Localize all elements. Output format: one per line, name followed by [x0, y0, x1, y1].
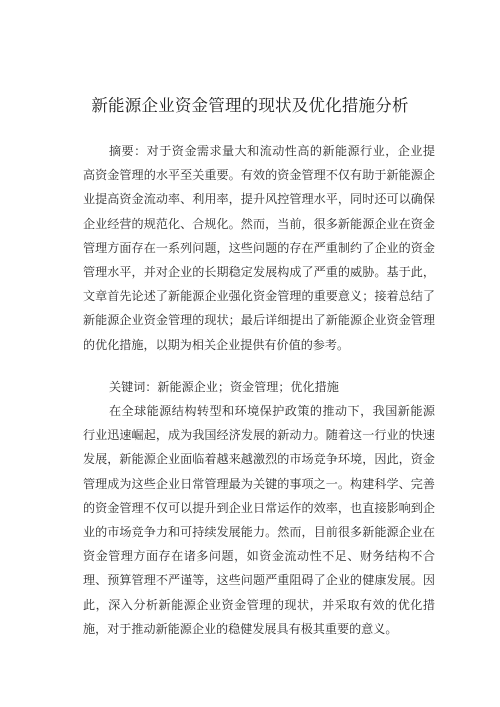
keywords-line — [109, 375, 439, 399]
intro-paragraph: 在全球能源结构转型和环境保护政策的推动下，我国新能源行业迅速崛起，成为我国经济发展的新动力。随着这一行业的快速发展，新能源企业面临着越来越激烈的市场竞争环境，因此，资金管理成为这些企业日常管理最为关键的事项之一。构建科学、完善的资金管理不仅可以提升到企业日常运作的效率，也直接影响到企业的市场竞争力和可持续发展能力。然而，目前很多新能源企业在资金管理方面存在诸多问题，如资金流动性不足、财务结构不合理、预算管理不严谨等，这些问题严重阻碍了企业的健康发展。因此，深入分析新能源企业资金管理的现状，并采取有效的优化措施，对于推动新能源企业的稳健发展具有极其重要的意义。 — [83, 404, 435, 636]
keywords-text: 新能源企业；资金管理；优化措施 — [157, 380, 339, 394]
abstract-label: 摘要： — [109, 144, 147, 158]
document-title: 新能源企业资金管理的现状及优化措施分析 — [91, 96, 409, 115]
abstract-text: 对于资金需求量大和流动性高的新能源行业，企业提高资金管理的水平至关重要。有效的资金管理不仅有助于新能源企业提高资金流动率、利用率，提升风控管理水平，同时还可以确保企业经营的规范化、合规化。然而，当前，很多新能源企业在资金管理方面存在一系列问题，这些问题的存在严重制约了企业的资金管理水平，并对企业的长期稳定发展构成了严重的威胁。基于此，文章首先论述了新能源企业强化资金管理的重要意义；接着总结了新能源企业资金管理的现状；最后详细提出了新能源企业资金管理的优化措施，以期为相关企业提供有价值的参考。 — [83, 144, 435, 352]
abstract-paragraph — [83, 139, 435, 357]
keywords-label: 关键词： — [109, 380, 158, 394]
